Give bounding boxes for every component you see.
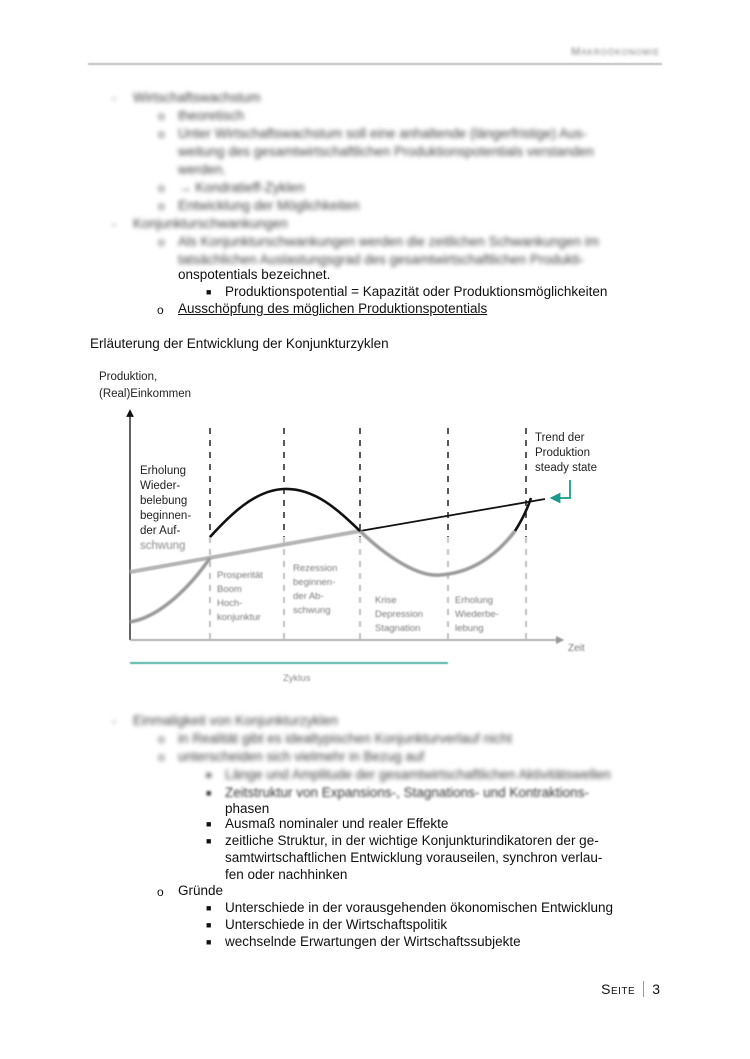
phase-label-left bbox=[140, 465, 191, 552]
section1-item: weitung des gesamtwirtschaftlichen Produktionspotentials verstanden bbox=[178, 144, 594, 159]
bullet-square: ■ bbox=[206, 788, 212, 798]
bullet-square: ■ bbox=[206, 937, 212, 947]
section3-sub: samtwirtschaftlichen Entwicklung vorauseilen, synchron verlau- bbox=[225, 850, 603, 865]
bullet-circle: o bbox=[157, 885, 164, 899]
bullet-circle: o bbox=[157, 303, 164, 317]
section1-item: werden. bbox=[178, 162, 227, 177]
reason-item: wechselnde Erwartungen der Wirtschaftssubjekte bbox=[225, 934, 521, 949]
section1-title: Wirtschaftswachstum bbox=[133, 90, 261, 105]
reason-item: Unterschiede in der vorausgehenden ökonomischen Entwicklung bbox=[225, 900, 613, 915]
bullet-dash: - bbox=[112, 217, 116, 231]
phase-label-line: Depression bbox=[375, 609, 424, 620]
section3-title: Einmaligkeit von Konjunkturzyklen bbox=[133, 713, 338, 728]
x-axis-label: Zeit bbox=[568, 643, 585, 654]
bullet-square: ■ bbox=[206, 770, 212, 780]
trend-label bbox=[535, 432, 597, 474]
bullet-square: ■ bbox=[206, 819, 212, 829]
phase-label-line: Stagnation bbox=[375, 623, 421, 634]
bullet-square: ■ bbox=[206, 836, 212, 846]
trend-label-line: steady state bbox=[535, 462, 598, 474]
page-footer bbox=[601, 981, 660, 997]
section3-sub: Ausmaß nominaler und realer Effekte bbox=[225, 816, 449, 831]
reason-item: Unterschiede in der Wirtschaftspolitik bbox=[225, 917, 448, 932]
bullet-circle: o bbox=[158, 181, 165, 195]
section2-line: onspotentials bezeichnet. bbox=[178, 267, 331, 282]
business-cycle-chart bbox=[90, 365, 600, 690]
phase-label-line: Wieder- bbox=[140, 480, 181, 492]
phase-label-line: Prosperität bbox=[217, 570, 263, 581]
section3-sub: Zeitstruktur von Expansions-, Stagnations- und Kontraktions- bbox=[225, 785, 589, 800]
phase-label-line: belebung bbox=[140, 495, 188, 507]
section2-line: Als Konjunkturschwankungen werden die zeitlichen Schwankungen im bbox=[178, 234, 599, 249]
section3-item: unterscheiden sich vielmehr in Bezug auf bbox=[178, 749, 425, 764]
bullet-square: ■ bbox=[206, 903, 212, 913]
header-rule bbox=[88, 63, 662, 65]
section3-item: in Realität gibt es idealtypischen Konjunkturverlauf nicht bbox=[178, 731, 512, 746]
cycle-label: Zyklus bbox=[283, 673, 311, 684]
section3-sub: Länge und Amplitude der gesamtwirtschaftlichen Aktivitätswellen bbox=[225, 767, 611, 782]
chart-heading: Erläuterung der Entwicklung der Konjunkturzyklen bbox=[90, 336, 389, 351]
trend-label-line: Produktion bbox=[535, 447, 590, 459]
phase-label-line: der Auf- bbox=[140, 525, 181, 537]
section2-sub: Produktionspotential = Kapazität oder Produktionsmöglichkeiten bbox=[225, 284, 608, 299]
section1-item: theoretisch bbox=[178, 108, 245, 123]
page-label: Seite bbox=[601, 981, 636, 997]
phase-label-line: Erholung bbox=[140, 465, 187, 477]
bullet-square: ■ bbox=[206, 920, 212, 930]
y-axis-label: Produktion, bbox=[99, 371, 158, 383]
bullet-dash: - bbox=[112, 714, 116, 728]
phase-label-line: Wiederbe- bbox=[455, 609, 499, 620]
phase-label-line: konjunktur bbox=[217, 612, 261, 623]
footer-separator bbox=[643, 981, 644, 997]
bullet-circle: o bbox=[158, 750, 165, 764]
phase-label-line: beginnen- bbox=[140, 510, 192, 522]
phase-label-line: schwung bbox=[293, 605, 331, 616]
phase-label-line: Hoch- bbox=[217, 598, 243, 609]
bullet-circle: o bbox=[158, 109, 165, 123]
section1-item: Entwicklung der Möglichkeiten bbox=[178, 198, 360, 213]
section3-sub: zeitliche Struktur, in der wichtige Konjunkturindikatoren der ge- bbox=[225, 833, 599, 848]
section3-sub: fen oder nachhinken bbox=[225, 867, 348, 882]
phase-label-line: schwung bbox=[140, 540, 186, 552]
header-title: Makroökonomie bbox=[571, 46, 660, 58]
trend-pointer bbox=[555, 480, 570, 498]
phase-label-line: lebung bbox=[455, 623, 484, 634]
phase-label-line: Boom bbox=[217, 584, 242, 595]
page-number: 3 bbox=[652, 981, 660, 997]
bullet-circle: o bbox=[158, 732, 165, 746]
trend-label-line: Trend der bbox=[535, 432, 585, 444]
section2-title: Konjunkturschwankungen bbox=[133, 216, 288, 231]
phase-label-line: Rezession bbox=[293, 563, 338, 574]
phase-label-line: Krise bbox=[375, 595, 397, 606]
section3-sub: phasen bbox=[225, 801, 270, 816]
section2-item2: Ausschöpfung des möglichen Produktionspotentials bbox=[178, 301, 488, 316]
phase-label-line: der Ab- bbox=[293, 591, 324, 602]
phase-separators bbox=[210, 428, 526, 537]
bullet-dash: - bbox=[112, 91, 116, 105]
bullet-circle: o bbox=[158, 127, 165, 141]
y-axis-label: (Real)Einkommen bbox=[99, 388, 192, 400]
reasons-title: Gründe bbox=[178, 883, 224, 898]
bullet-square: ■ bbox=[206, 287, 212, 297]
bullet-circle: o bbox=[158, 199, 165, 213]
section1-item: → Kondratieff-Zyklen bbox=[178, 180, 305, 195]
phase-label-line: Erholung bbox=[455, 595, 494, 606]
section2-line: tatsächlichen Auslastungsgrad des gesamtwirtschaftlichen Produkti- bbox=[178, 252, 584, 267]
phase-label-line: beginnen- bbox=[293, 577, 336, 588]
section1-item: Unter Wirtschaftswachstum soll eine anhaltende (längerfristige) Aus- bbox=[178, 126, 587, 141]
bullet-circle: o bbox=[158, 235, 165, 249]
